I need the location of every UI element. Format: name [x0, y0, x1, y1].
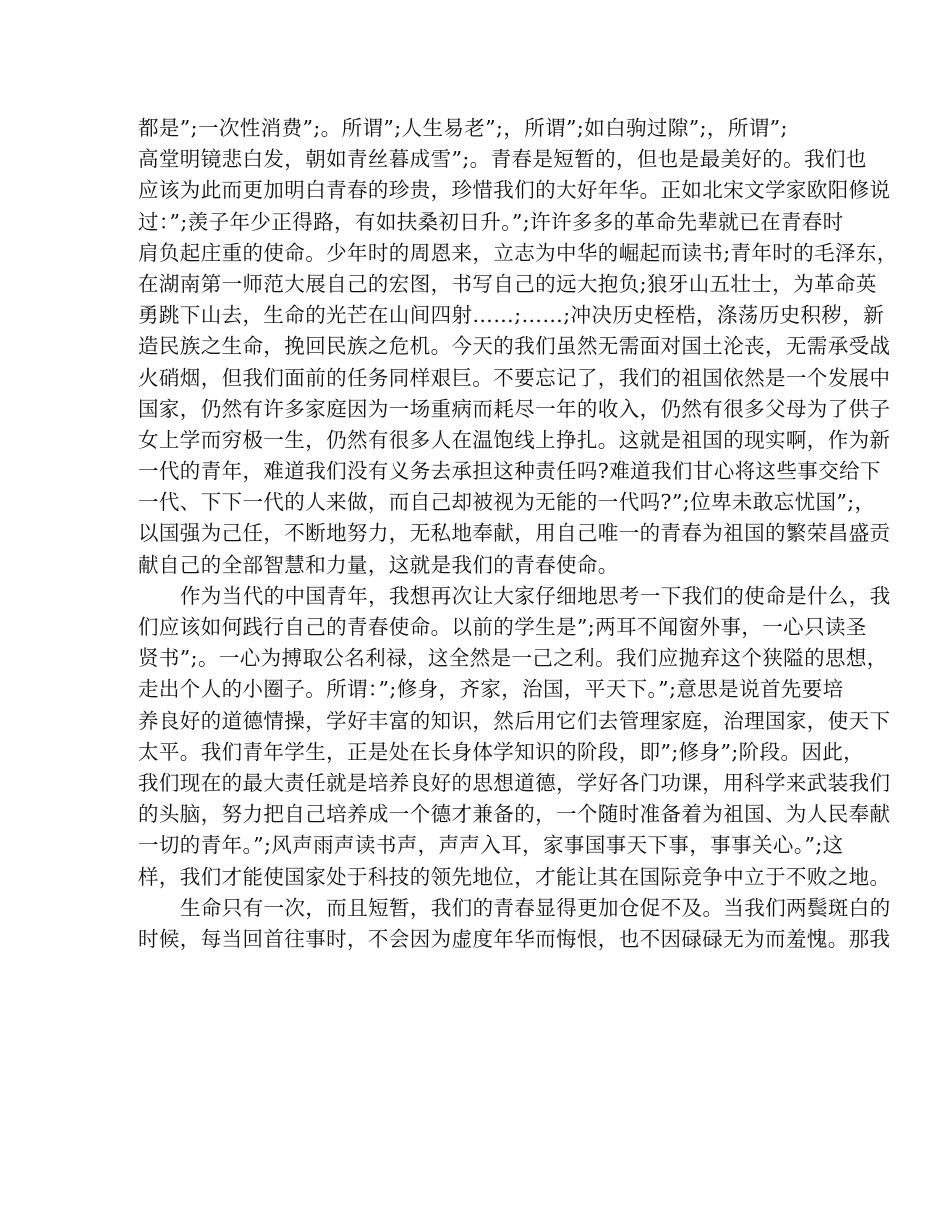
text-line: 以国强为己任，不断地努力，无私地奉献，用自己唯一的青春为祖国的繁荣昌盛贡 — [138, 521, 891, 546]
text-line: 火硝烟，但我们面前的任务同样艰巨。不要忘记了，我们的祖国依然是一个发展中 — [138, 365, 891, 390]
text-line: 肩负起庄重的使命。少年时的周恩来，立志为中华的崛起而读书;青年时的毛泽东， — [138, 240, 898, 265]
text-line: 贤书”;。一心为搏取公名利禄，这全然是一己之利。我们应抛弃这个狭隘的思想， — [138, 646, 888, 671]
text-line: 一代的青年，难道我们没有义务去承担这种责任吗?难道我们甘心将这些事交给下 — [138, 459, 881, 484]
text-line: 时候，每当回首往事时，不会因为虚度年华而悔恨，也不因碌碌无为而羞愧。那我 — [138, 926, 891, 951]
text-line: 献自己的全部智慧和力量，这就是我们的青春使命。 — [138, 552, 619, 577]
text-line: 过：”;羡子年少正得路，有如扶桑初日升。”;许许多多的革命先辈就已在青春时 — [138, 209, 844, 234]
paragraph-3 — [138, 893, 891, 955]
text-line: 一代、下下一代的人来做，而自己却被视为无能的一代吗?”;位卑未敢忘忧国”;， — [138, 490, 876, 515]
text-line: 作为当代的中国青年，我想再次让大家仔细地思考一下我们的使命是什么，我 — [180, 583, 891, 608]
text-line: 们应该如何践行自己的青春使命。以前的学生是”;两耳不闻窗外事，一心只读圣 — [138, 615, 867, 639]
text-line: 都是”;一次性消费”;。所谓”;人生易老”;，所谓”;如白驹过隙”;，所谓”; — [138, 116, 788, 140]
text-line: 一切的青年。”;风声雨声读书声，声声入耳，家事国事天下事，事事关心。”;这 — [138, 833, 844, 858]
text-line: 女上学而穷极一生，仍然有很多人在温饱线上挣扎。这就是祖国的现实啊，作为新 — [138, 427, 891, 452]
text-line: 我们现在的最大责任就是培养良好的思想道德，学好各门功课，用科学来武装我们 — [138, 770, 891, 795]
text-line: 生命只有一次，而且短暂，我们的青春显得更加仓促不及。当我们两鬓斑白的 — [180, 895, 891, 920]
text-line: 应该为此而更加明白青春的珍贵，珍惜我们的大好年华。正如北宋文学家欧阳修说 — [138, 178, 891, 203]
text-line: 国家，仍然有许多家庭因为一场重病而耗尽一年的收入，仍然有很多父母为了供子 — [138, 396, 891, 421]
text-line: 在湖南第一师范大展自己的宏图，书写自己的远大抱负;狼牙山五壮士，为革命英 — [138, 271, 877, 296]
text-line: 高堂明镜悲白发，朝如青丝暮成雪”;。青春是短暂的，但也是最美好的。我们也 — [138, 147, 867, 172]
text-line: 样，我们才能使国家处于科技的领先地位，才能让其在国际竞争中立于不败之地。 — [138, 864, 891, 889]
text-line: 的头脑，努力把自己培养成一个德才兼备的，一个随时准备着为祖国、为人民奉献 — [138, 802, 891, 827]
paragraph-1 — [138, 113, 898, 581]
text-line: 养良好的道德情操，学好丰富的知识，然后用它们去管理家庭，治理国家，使天下 — [138, 708, 891, 733]
text-line: 造民族之生命，挽回民族之危机。今天的我们虽然无需面对国土沦丧，无需承受战 — [138, 334, 891, 359]
text-line: 太平。我们青年学生，正是处在长身体学知识的阶段，即”;修身”;阶段。因此， — [138, 739, 865, 764]
paragraph-2 — [138, 581, 891, 893]
document-body — [138, 113, 898, 955]
text-line: 勇跳下山去，生命的光芒在山间四射……;……;冲决历史桎梏，涤荡历史积秽，新 — [138, 303, 885, 328]
text-line: 走出个人的小圈子。所谓：”;修身，齐家，治国，平天下。”;意思是说首先要培 — [138, 677, 844, 702]
